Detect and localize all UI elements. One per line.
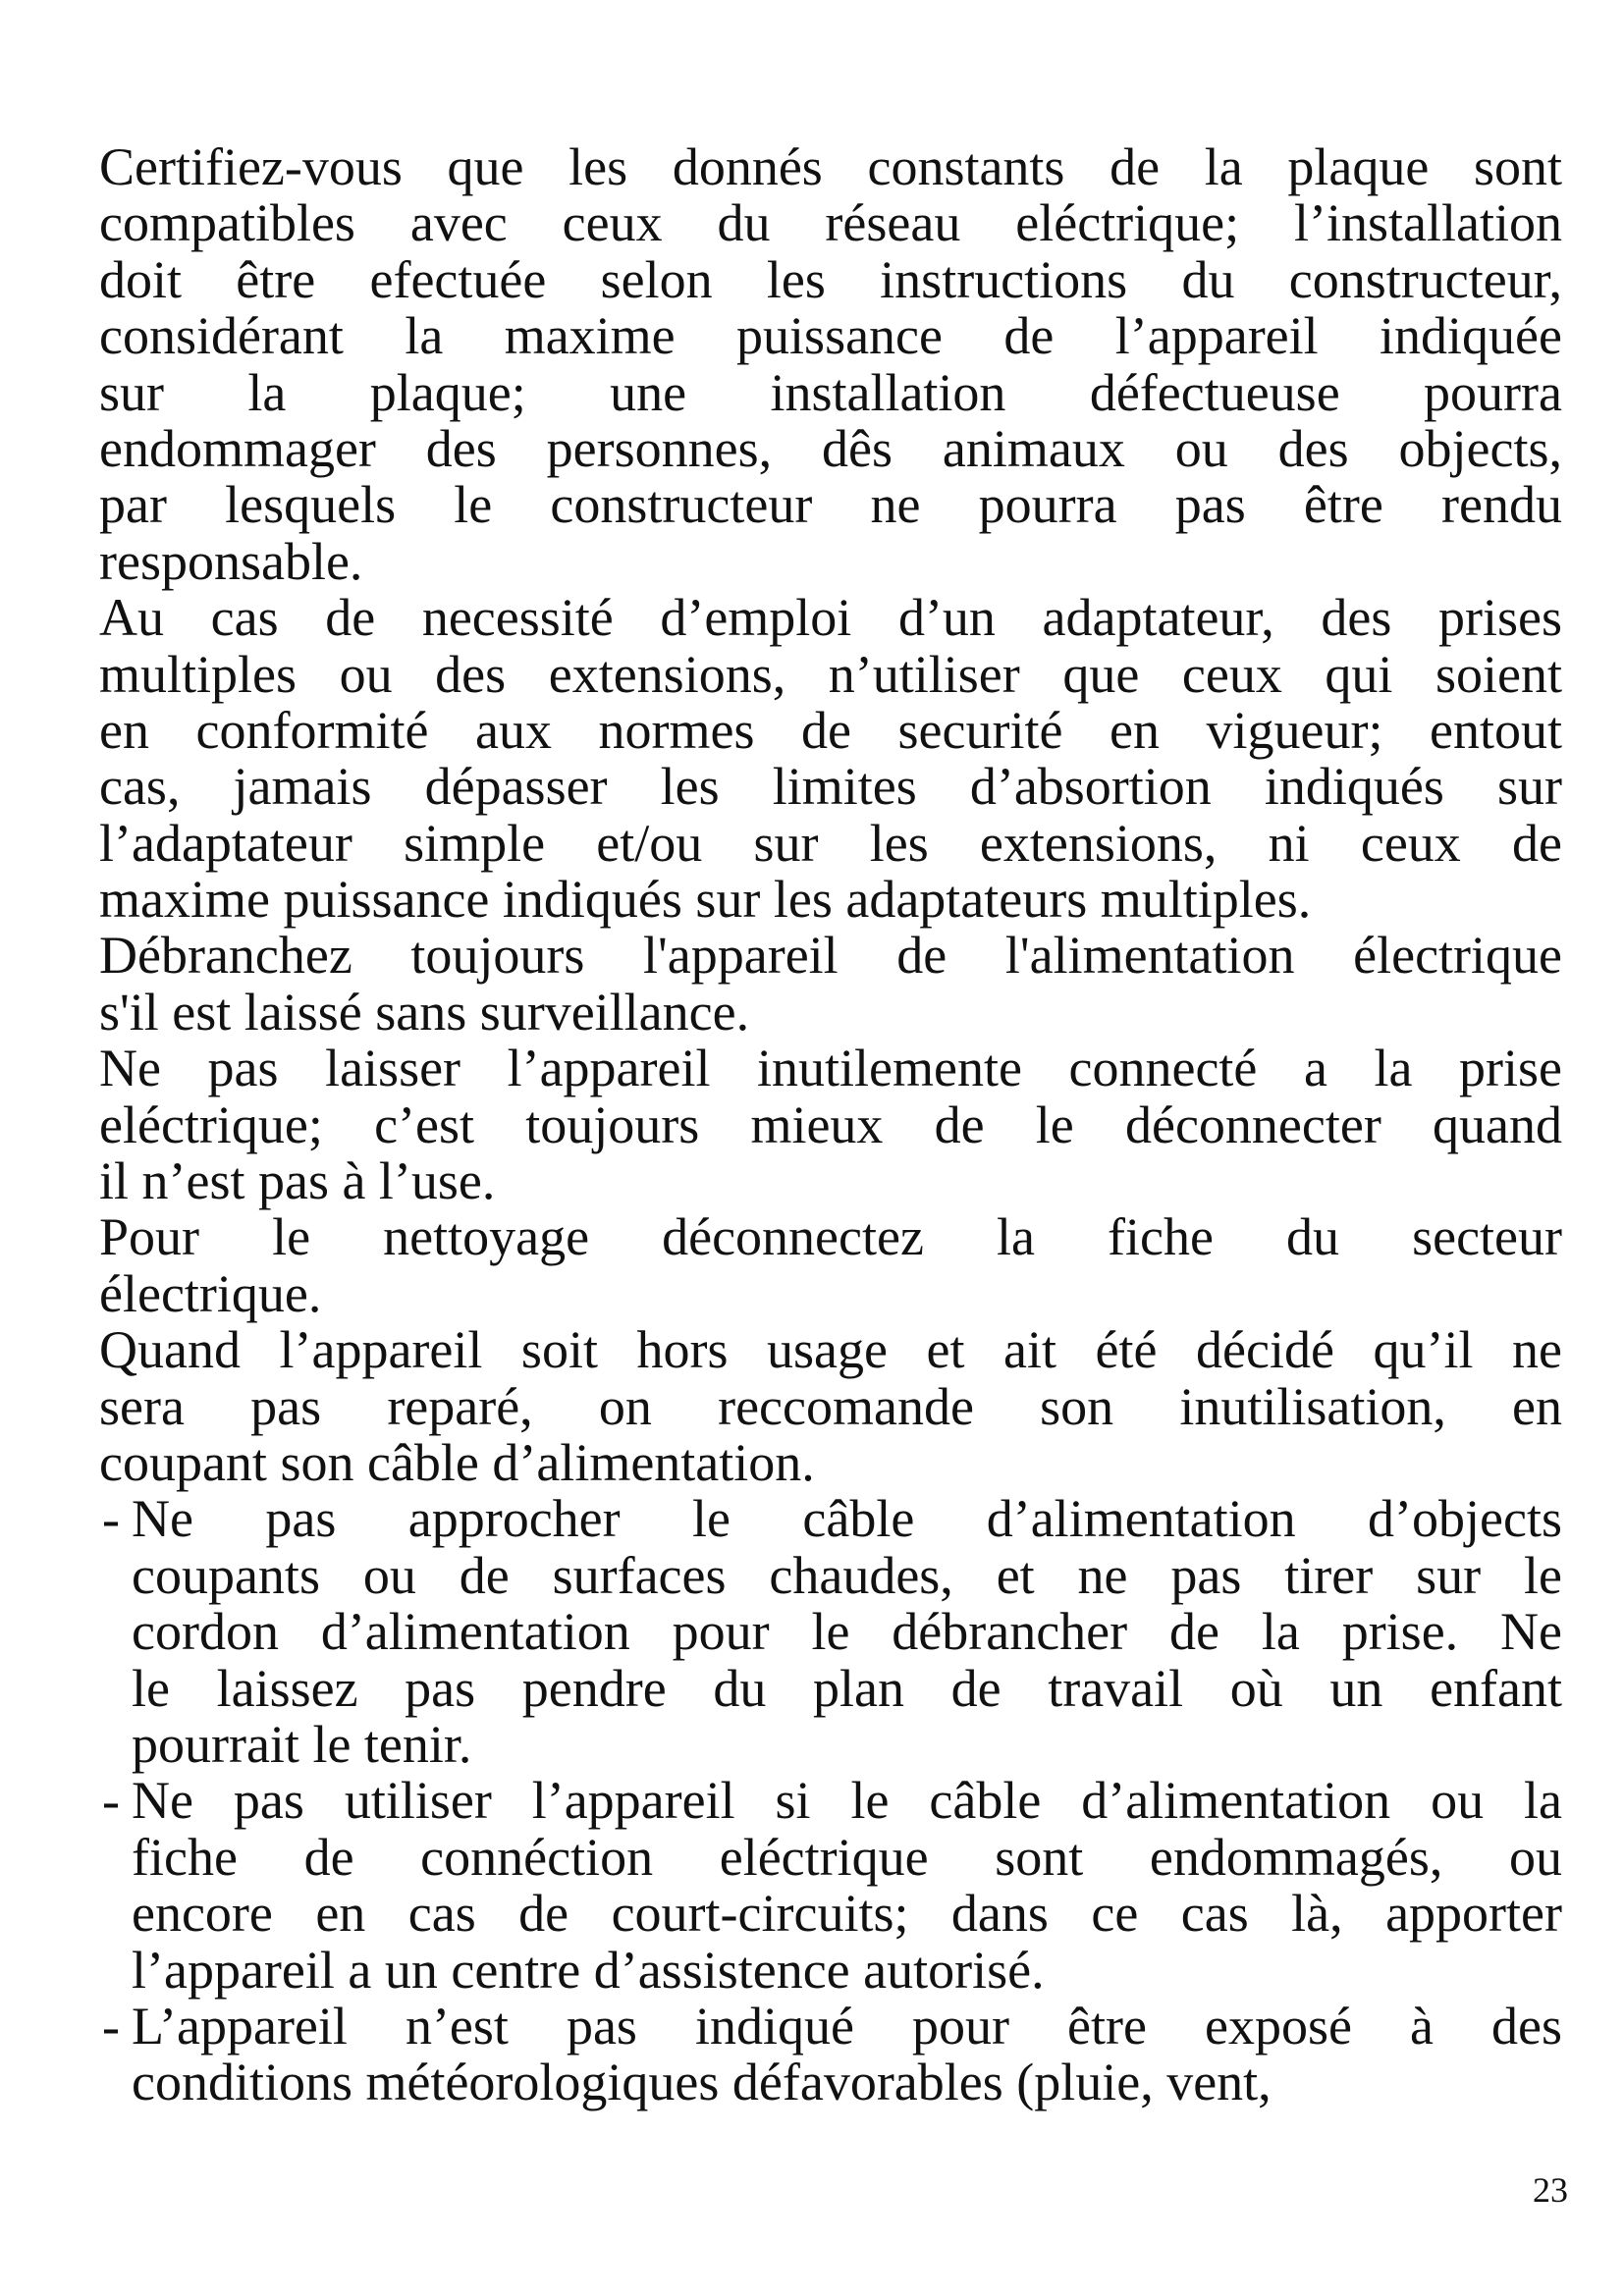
bullet-item-cable xyxy=(99,1491,1562,1773)
bullet-item-endommage xyxy=(99,1773,1562,1999)
bullet-line xyxy=(99,1773,1562,1829)
bullet-text: Ne pas utiliser l’appareil si le câble d’alimentation ou la xyxy=(132,1771,1562,1831)
bullet-line xyxy=(99,1996,1562,2056)
bullet-text: L’appareil n’est pas indiqué pour être exposé à des xyxy=(132,1996,1562,2056)
text-line: sur la plaque; une installation défectueuse pourra xyxy=(99,362,1562,422)
text-line: électrique. xyxy=(99,1263,322,1323)
paragraph-adaptateur xyxy=(99,590,1562,928)
paragraph-ne-pas-laisser xyxy=(99,1041,1562,1209)
text-line: Pour le nettoyage déconnectez la fiche du secteur xyxy=(99,1207,1562,1267)
page-number: 23 xyxy=(1533,2170,1568,2210)
text-line: par lesquels le constructeur ne pourra pas être rendu xyxy=(99,475,1562,535)
bullet-line: cordon d’alimentation pour le débrancher de la prise. Ne xyxy=(132,1602,1562,1662)
paragraph-debranchez xyxy=(99,928,1562,1041)
bullet-line xyxy=(99,1491,1562,1547)
bullet-line: conditions météorologiques défavorables (pluie, vent, xyxy=(132,2053,1272,2112)
bullet-dash: - xyxy=(102,1489,120,1549)
bullet-dash: - xyxy=(102,1771,120,1831)
text-line: Ne pas laisser l’appareil inutilemente connecté a la prise xyxy=(99,1039,1562,1098)
bullet-dash: - xyxy=(102,1996,120,2056)
text-line: compatibles avec ceux du réseau eléctrique; l’installation xyxy=(99,193,1562,253)
bullet-item-meteo xyxy=(99,1996,1562,2112)
text-line: Certifiez-vous que les donnés constants de la plaque sont xyxy=(99,137,1562,196)
text-line: responsable. xyxy=(99,531,363,591)
page-body xyxy=(99,139,1562,2111)
text-line: Au cas de necessité d’emploi d’un adaptateur, des prises xyxy=(99,588,1562,648)
text-line: sera pas reparé, on reccomande son inutilisation, en xyxy=(99,1376,1562,1436)
paragraph-nettoyage xyxy=(99,1209,1562,1322)
bullet-line: encore en cas de court-circuits; dans ce cas là, apporter xyxy=(132,1884,1562,1944)
paragraph-installation xyxy=(99,139,1562,590)
text-line: cas, jamais dépasser les limites d’absortion indiqués sur xyxy=(99,757,1562,817)
text-line: multiples ou des extensions, n’utiliser que ceux qui soient xyxy=(99,644,1562,704)
text-line: il n’est pas à l’use. xyxy=(99,1151,496,1211)
bullet-line: le laissez pas pendre du plan de travail où un enfant xyxy=(132,1658,1562,1718)
bullet-line: l’appareil a un centre d’assistence autorisé. xyxy=(132,1940,1045,2000)
bullet-line: pourrait le tenir. xyxy=(132,1714,472,1774)
text-line: eléctrique; c’est toujours mieux de le déconnecter quand xyxy=(99,1095,1562,1154)
text-line: l’adaptateur simple et/ou sur les extensions, ni ceux de xyxy=(99,813,1562,873)
text-line: coupant son câble d’alimentation. xyxy=(99,1432,815,1492)
text-line: doit être efectuée selon les instructions du constructeur, xyxy=(99,249,1562,309)
text-line: en conformité aux normes de securité en vigueur; entout xyxy=(99,700,1562,760)
bullet-text: Ne pas approcher le câble d’alimentation d’objects xyxy=(132,1489,1562,1549)
text-line: maxime puissance indiqués sur les adaptateurs multiples. xyxy=(99,870,1312,930)
paragraph-hors-usage xyxy=(99,1322,1562,1491)
text-line: Quand l’appareil soit hors usage et ait été décidé qu’il ne xyxy=(99,1320,1562,1380)
text-line: endommager des personnes, dês animaux ou des objects, xyxy=(99,418,1562,478)
bullet-line: fiche de connéction eléctrique sont endommagés, ou xyxy=(132,1827,1562,1887)
text-line: s'il est laissé sans surveillance. xyxy=(99,982,750,1041)
text-line: considérant la maxime puissance de l’appareil indiquée xyxy=(99,306,1562,366)
bullet-line: coupants ou de surfaces chaudes, et ne pas tirer sur le xyxy=(132,1545,1562,1605)
text-line: Débranchez toujours l'appareil de l'alimentation électrique xyxy=(99,926,1562,986)
